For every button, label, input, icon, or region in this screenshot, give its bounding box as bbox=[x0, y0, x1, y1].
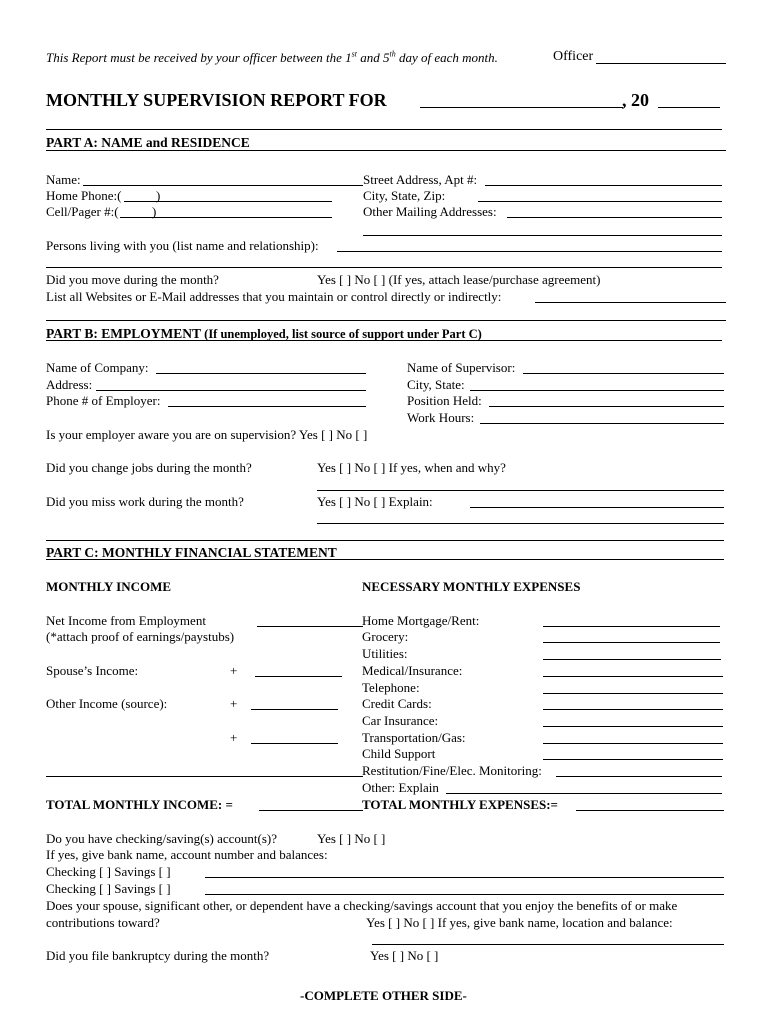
expense-child-field[interactable] bbox=[543, 759, 723, 760]
year-prefix: , 20 bbox=[622, 90, 649, 110]
expense-credit-label: Credit Cards: bbox=[362, 696, 432, 711]
part-c-heading: PART C: MONTHLY FINANCIAL STATEMENT bbox=[46, 545, 337, 560]
websites-label: List all Websites or E-Mail addresses that you maintain or control directly or indirectly: bbox=[46, 289, 502, 304]
other-mailing-label: Other Mailing Addresses: bbox=[363, 204, 497, 219]
change-jobs-field[interactable] bbox=[317, 490, 724, 491]
change-jobs-options[interactable]: Yes [ ] No [ ] If yes, when and why? bbox=[317, 460, 506, 475]
other-mailing-field[interactable] bbox=[507, 217, 722, 218]
other-income-field[interactable] bbox=[251, 709, 338, 710]
spouse-account-field[interactable] bbox=[372, 944, 724, 945]
plus-sign: + bbox=[230, 696, 238, 711]
expense-medical-field[interactable] bbox=[543, 676, 723, 677]
divider bbox=[46, 129, 722, 130]
change-jobs-question: Did you change jobs during the month? bbox=[46, 460, 252, 475]
part-c-rule bbox=[46, 559, 724, 560]
checking-savings-row-2[interactable]: Checking [ ] Savings [ ] bbox=[46, 881, 171, 896]
expense-other-field[interactable] bbox=[446, 793, 722, 794]
report-month-field[interactable] bbox=[420, 107, 623, 108]
position-label: Position Held: bbox=[407, 393, 482, 408]
hours-field[interactable] bbox=[480, 423, 724, 424]
move-options[interactable]: Yes [ ] No [ ] (If yes, attach lease/purchase agreement) bbox=[317, 272, 601, 287]
city-state-field[interactable] bbox=[470, 390, 724, 391]
miss-work-question: Did you miss work during the month? bbox=[46, 494, 244, 509]
miss-work-options[interactable]: Yes [ ] No [ ] Explain: bbox=[317, 494, 433, 509]
total-income-field[interactable] bbox=[259, 810, 363, 811]
miss-work-field-3[interactable] bbox=[46, 540, 724, 541]
officer-label: Officer bbox=[553, 49, 594, 64]
expense-telephone-field[interactable] bbox=[543, 693, 723, 694]
part-b-heading: PART B: EMPLOYMENT (If unemployed, list source of support under Part C) bbox=[46, 326, 482, 341]
websites-field[interactable] bbox=[535, 302, 726, 303]
expense-other-label: Other: Explain bbox=[362, 780, 439, 795]
company-field[interactable] bbox=[156, 373, 366, 374]
expense-restitution-label: Restitution/Fine/Elec. Monitoring: bbox=[362, 763, 542, 778]
spouse-account-options[interactable]: Yes [ ] No [ ] If yes, give bank name, location and balance: bbox=[366, 915, 673, 930]
cell-pager-paren: ) bbox=[152, 204, 157, 219]
bank-info-field-1[interactable] bbox=[205, 877, 724, 878]
company-label: Name of Company: bbox=[46, 360, 149, 375]
expense-car-label: Car Insurance: bbox=[362, 713, 439, 728]
employer-phone-label: Phone # of Employer: bbox=[46, 393, 161, 408]
home-phone-paren: ) bbox=[156, 188, 161, 203]
other-income-field-2[interactable] bbox=[251, 743, 338, 744]
report-year-field[interactable] bbox=[658, 107, 720, 108]
expense-car-field[interactable] bbox=[543, 726, 723, 727]
spouse-income-label: Spouse’s Income: bbox=[46, 663, 139, 678]
bankruptcy-options[interactable]: Yes [ ] No [ ] bbox=[370, 948, 439, 963]
plus-sign: + bbox=[230, 663, 238, 678]
income-heading: MONTHLY INCOME bbox=[46, 579, 172, 594]
part-a-rule bbox=[46, 150, 726, 151]
supervisor-label: Name of Supervisor: bbox=[407, 360, 516, 375]
net-income-field[interactable] bbox=[257, 626, 363, 627]
address-label: Address: bbox=[46, 377, 93, 392]
expense-child-label: Child Support bbox=[362, 746, 436, 761]
income-subtotal-line bbox=[46, 776, 363, 777]
employer-phone-field[interactable] bbox=[168, 406, 366, 407]
report-title: MONTHLY SUPERVISION REPORT FOR bbox=[46, 90, 387, 110]
expense-restitution-field[interactable] bbox=[556, 776, 722, 777]
websites-field-2[interactable] bbox=[46, 320, 726, 321]
employer-aware-question[interactable]: Is your employer aware you are on supervision? Yes [ ] No [ ] bbox=[46, 427, 368, 442]
persons-living-label: Persons living with you (list name and relationship): bbox=[46, 238, 319, 253]
total-expenses-field[interactable] bbox=[576, 810, 724, 811]
supervisor-field[interactable] bbox=[523, 373, 724, 374]
attach-proof-note: (*attach proof of earnings/paystubs) bbox=[46, 629, 235, 644]
name-label: Name: bbox=[46, 172, 81, 187]
expense-telephone-label: Telephone: bbox=[362, 680, 420, 695]
other-mailing-field-2[interactable] bbox=[363, 235, 722, 236]
expense-mortgage-label: Home Mortgage/Rent: bbox=[362, 613, 480, 628]
plus-sign: + bbox=[230, 730, 238, 745]
expense-utilities-field[interactable] bbox=[543, 659, 721, 660]
city-state-label: City, State: bbox=[407, 377, 465, 392]
spouse-account-question-cont: contributions toward? bbox=[46, 915, 160, 930]
net-income-label: Net Income from Employment bbox=[46, 613, 206, 628]
home-phone-label: Home Phone:( bbox=[46, 188, 122, 203]
name-field[interactable] bbox=[83, 185, 363, 186]
street-field[interactable] bbox=[485, 185, 722, 186]
persons-living-field[interactable] bbox=[337, 251, 722, 252]
total-income-label: TOTAL MONTHLY INCOME: = bbox=[46, 797, 233, 812]
city-field[interactable] bbox=[478, 201, 722, 202]
move-question: Did you move during the month? bbox=[46, 272, 219, 287]
spouse-account-question: Does your spouse, significant other, or dependent have a checking/savings account that you enjoy the benefits of or make bbox=[46, 898, 678, 913]
officer-field[interactable] bbox=[596, 63, 726, 64]
expense-transport-field[interactable] bbox=[543, 743, 723, 744]
total-expenses-label: TOTAL MONTHLY EXPENSES:= bbox=[362, 797, 558, 812]
cell-pager-field[interactable] bbox=[120, 217, 332, 218]
bankruptcy-question: Did you file bankruptcy during the month? bbox=[46, 948, 270, 963]
expense-grocery-field[interactable] bbox=[543, 642, 720, 643]
address-field[interactable] bbox=[96, 390, 366, 391]
bank-info-field-2[interactable] bbox=[205, 894, 724, 895]
cell-pager-label: Cell/Pager #:( bbox=[46, 204, 119, 219]
position-field[interactable] bbox=[489, 406, 724, 407]
submission-notice: This Report must be received by your officer between the 1st and 5th day of each month. bbox=[46, 49, 498, 65]
miss-work-field-2[interactable] bbox=[317, 523, 724, 524]
expense-utilities-label: Utilities: bbox=[362, 646, 408, 661]
miss-work-field[interactable] bbox=[470, 507, 724, 508]
expense-mortgage-field[interactable] bbox=[543, 626, 720, 627]
expense-medical-label: Medical/Insurance: bbox=[362, 663, 463, 678]
part-b-rule bbox=[46, 340, 722, 341]
other-income-label: Other Income (source): bbox=[46, 696, 168, 711]
hours-label: Work Hours: bbox=[407, 410, 475, 425]
spouse-income-field[interactable] bbox=[255, 676, 342, 677]
home-phone-field[interactable] bbox=[124, 201, 332, 202]
accounts-options[interactable]: Yes [ ] No [ ] bbox=[317, 831, 386, 846]
part-a-heading: PART A: NAME and RESIDENCE bbox=[46, 135, 250, 150]
persons-living-field-2[interactable] bbox=[46, 267, 722, 268]
expenses-heading: NECESSARY MONTHLY EXPENSES bbox=[362, 579, 581, 594]
checking-savings-row-1[interactable]: Checking [ ] Savings [ ] bbox=[46, 864, 171, 879]
accounts-question: Do you have checking/saving(s) account(s)? bbox=[46, 831, 278, 846]
expense-grocery-label: Grocery: bbox=[362, 629, 409, 644]
city-label: City, State, Zip: bbox=[363, 188, 446, 203]
expense-transport-label: Transportation/Gas: bbox=[362, 730, 466, 745]
bank-info-label: If yes, give bank name, account number and balances: bbox=[46, 847, 328, 862]
footer-note: -COMPLETE OTHER SIDE- bbox=[300, 988, 467, 1003]
street-label: Street Address, Apt #: bbox=[363, 172, 478, 187]
expense-credit-field[interactable] bbox=[543, 709, 723, 710]
